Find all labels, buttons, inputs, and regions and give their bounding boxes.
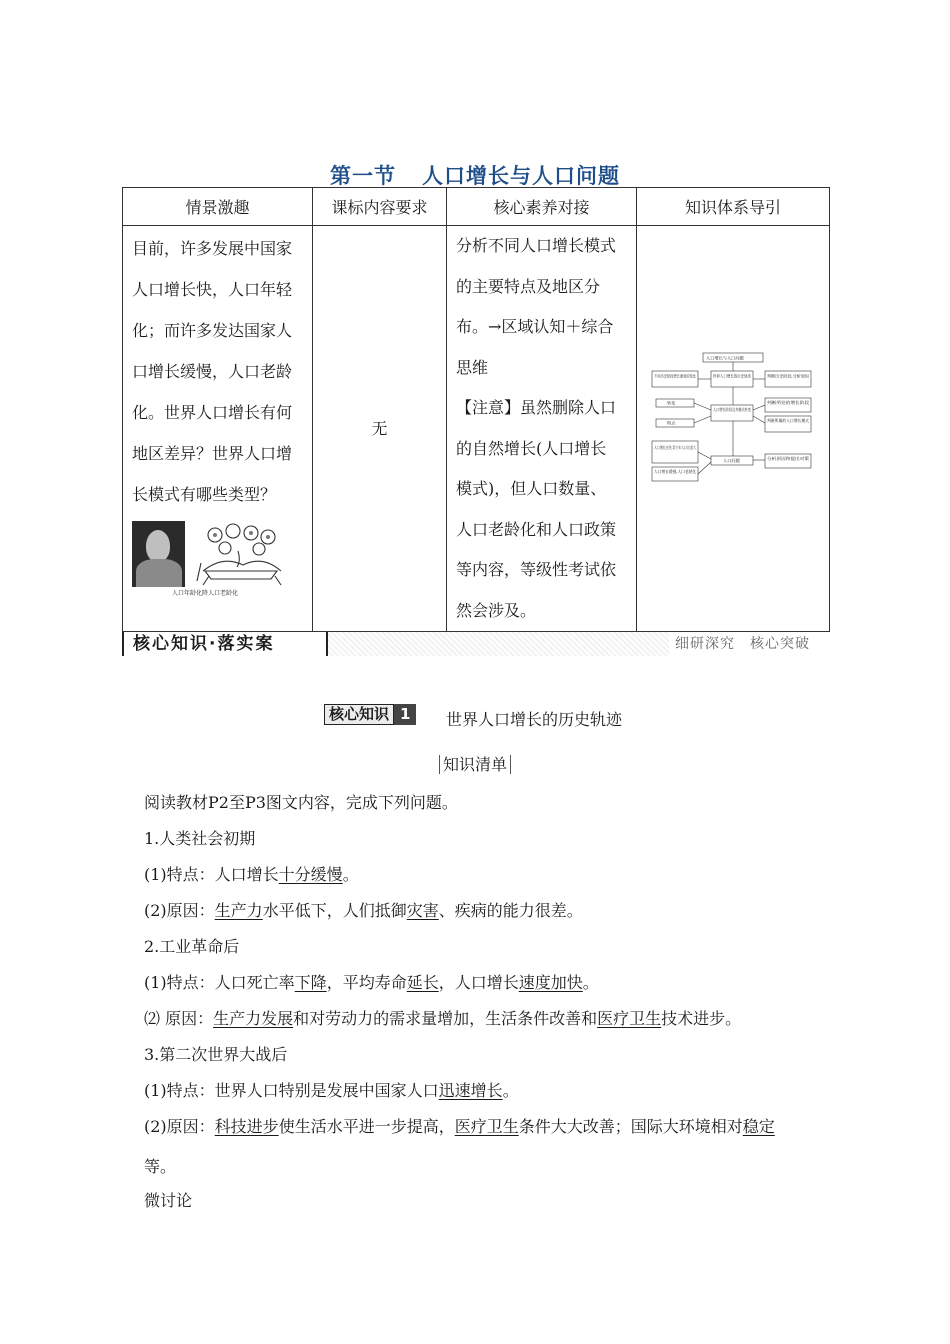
mona-lisa-image	[132, 521, 185, 587]
svg-text:世界人口增长的历史轨迹: 世界人口增长的历史轨迹	[713, 373, 760, 379]
svg-text:判断所处的增长阶段: 判断所处的增长阶段	[767, 400, 805, 405]
section-banner	[122, 632, 816, 656]
svg-text:分析原因和提出对策: 分析原因和提出对策	[767, 456, 805, 461]
header-scenario: 情景激趣	[123, 188, 313, 226]
knowledge-map	[651, 352, 829, 497]
svg-text:人口问题: 人口问题	[723, 458, 740, 463]
header-literacy: 核心素养对接	[447, 188, 637, 226]
svg-text:不同历史阶段增长速度的变化: 不同历史阶段增长速度的变化	[654, 373, 709, 379]
svg-text:人口增长阶段及其模式转变: 人口增长阶段及其模式转变	[713, 407, 764, 412]
core-knowledge-number: 1	[394, 704, 416, 725]
svg-text:人口增长缓慢,人口老龄化: 人口增长缓慢,人口老龄化	[654, 469, 702, 474]
reading-instruction: 阅读教材P2至P3图文内容，完成下列问题。	[144, 793, 458, 812]
core-knowledge-title: 世界人口增长的历史轨迹	[446, 710, 623, 729]
table-header-row	[123, 188, 830, 226]
svg-text:特点: 特点	[667, 420, 676, 426]
header-knowledge-guide: 知识体系导引	[637, 188, 830, 226]
heading-industrial-revolution: 2.工业革命后	[144, 937, 240, 956]
micro-discussion-heading: 微讨论	[144, 1191, 193, 1210]
svg-text:人口增长与人口问题: 人口增长与人口问题	[706, 355, 744, 361]
heading-post-wwii: 3.第二次世界大战后	[144, 1045, 288, 1064]
illustration-caption: 人口年龄化降人口老龄化	[172, 590, 239, 597]
crowd-cartoon-image	[193, 521, 288, 587]
early-feature-line: (1)特点：人口增长十分缓慢。	[144, 865, 359, 884]
page-title: 第一节 人口增长与人口问题	[330, 164, 620, 188]
literacy-cell: 分析不同人口增长模式 的主要特点及地区分 布。→区域认知＋综合 思维 【注意】虽然删除人口 的自然增长(人口增长 模式)，但人口数量、 人口老龄化和人口政策 等内容，等级性考试依 然会涉及。	[447, 226, 637, 632]
svg-text:转变: 转变	[667, 400, 676, 406]
scenario-illustration	[132, 521, 304, 587]
table-body-row	[123, 226, 830, 632]
postwar-reason-line: (2)原因：科技进步使生活水平进一步提高，医疗卫生条件大大改善；国际大环境相对稳定	[144, 1117, 775, 1136]
knowledge-list-header: 知识清单	[0, 752, 950, 775]
banner-subtitle: 细研深究 核心突破	[669, 632, 816, 656]
industrial-feature-line: (1)特点：人口死亡率下降，平均寿命延长，人口增长速度加快。	[144, 973, 599, 992]
header-curriculum: 课标内容要求	[313, 188, 447, 226]
intro-table	[122, 187, 830, 632]
core-knowledge-label: 核心知识 1	[324, 704, 416, 725]
early-reason-line: (2)原因：生产力水平低下，人们抵御灾害、疾病的能力很差。	[144, 901, 583, 920]
heading-early-society: 1.人类社会初期	[144, 829, 256, 848]
curriculum-cell: 无	[313, 226, 447, 632]
postwar-feature-line: (1)特点：世界人口特别是发展中国家人口迅速增长。	[144, 1081, 519, 1100]
svg-text:判断历史阶段,分析原因: 判断历史阶段,分析原因	[767, 373, 811, 379]
postwar-reason-continued: 等。	[144, 1157, 177, 1176]
scenario-cell: 目前，许多发展中国家 人口增长快，人口年轻 化；而许多发达国家人 口增长缓慢，人口老龄 化。世界人口增长有何 地区差异？世界人口增 长模式有哪些类型？ 人口年龄化降人口老龄化	[123, 226, 313, 632]
banner-title: 核心知识·落实案	[122, 632, 328, 656]
svg-text:人口增长过快,青少年人口比重大: 人口增长过快,青少年人口比重大	[654, 445, 714, 450]
industrial-reason-line: ⑵ 原因：生产力发展和对劳动力的需求量增加，生活条件改善和医疗卫生技术进步。	[144, 1009, 742, 1028]
svg-text:判断所属的人口增长模式: 判断所属的人口增长模式	[767, 418, 814, 423]
knowledge-guide-cell	[637, 226, 830, 632]
